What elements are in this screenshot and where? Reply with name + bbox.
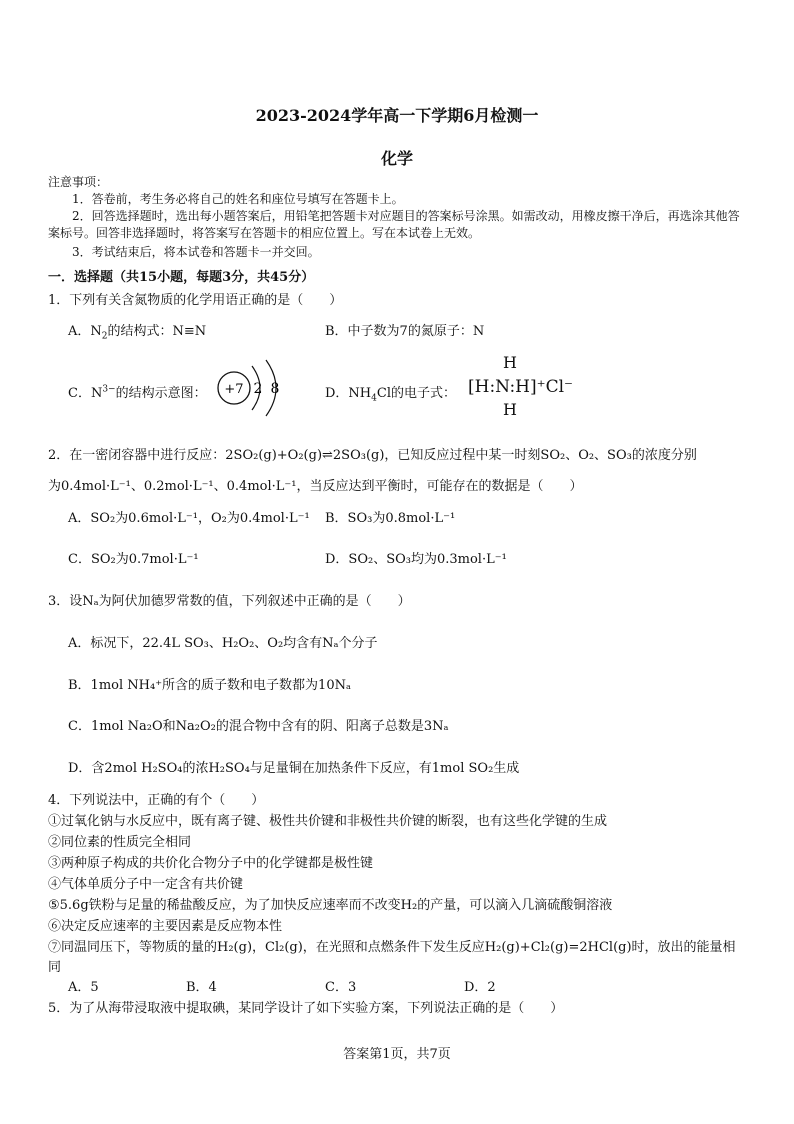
- notice-item-1: 1．答卷前，考生务必将自己的姓名和座位号填写在答题卡上。: [72, 192, 404, 206]
- exam-title: 2023-2024学年高一下学期6月检测一: [255, 106, 539, 125]
- q4-statement-7-cont: 同: [48, 960, 62, 975]
- q5-stem: 5．为了从海带浸取液中提取碘，某同学设计了如下实验方案，下列说法正确的是（ ）: [48, 1001, 564, 1016]
- q2-option-b: B．SO₃为0.8mol·L⁻¹: [325, 511, 456, 526]
- q1-option-a: A．$N_2$的结构式：N≡N: [68, 324, 207, 342]
- q2-stem-line-1: 2．在一密闭容器中进行反应：2SO₂(g)+O₂(g)⇌2SO₃(g)，已知反应过程中某一时刻SO₂、O₂、SO₃的浓度分别: [48, 448, 697, 463]
- q4-statement-2: ②同位素的性质完全相同: [48, 835, 192, 850]
- q3-option-c: C．1mol Na₂O和Na₂O₂的混合物中含有的阴、阳离子总数是3Nₐ: [68, 719, 449, 734]
- q2-option-c: C．SO₂为0.7mol·L⁻¹: [68, 552, 199, 567]
- page-footer: 答案第1页，共7页: [343, 1047, 451, 1062]
- notice-heading: 注意事项：: [48, 175, 109, 189]
- q3-stem: 3．设Nₐ为阿伏加德罗常数的值，下列叙述中正确的是（ ）: [48, 594, 411, 609]
- nitrogen-ion-structure-diagram: [214, 354, 294, 422]
- shell-2-electrons: 8: [270, 381, 280, 397]
- q2-option-a: A．SO₂为0.6mol·L⁻¹，O₂为0.4mol·L⁻¹: [68, 511, 310, 526]
- nucleus-charge: +7: [224, 382, 244, 397]
- q4-statement-4: ④气体单质分子中一定含有共价键: [48, 877, 244, 892]
- shell-1-electrons: 2: [253, 381, 263, 397]
- electron-formula: [H:N:H]⁺Cl⁻: [468, 377, 574, 397]
- notice-item-3: 3．考试结束后，将本试卷和答题卡一并交回。: [72, 245, 320, 259]
- q4-statement-6: ⑥决定反应速率的主要因素是反应物本性: [48, 919, 283, 934]
- q4-stem: 4．下列说法中，正确的有个（ ）: [48, 793, 265, 808]
- q3-option-b: B．1mol NH₄⁺所含的质子数和电子数都为10Nₐ: [68, 678, 351, 693]
- section-heading: 一．选择题（共15小题，每题3分，共45分）: [48, 270, 315, 285]
- q1-option-d: D．$NH_4Cl$的电子式：: [325, 386, 456, 404]
- notice-item-2: 2．回答选择题时，选出每小题答案后，用铅笔把答题卡对应题目的答案标号涂黑。如需改动，用橡皮擦干净后，再选涂其他答案标号。回答非选择题时，将答案写在答题卡的相应位置上。写在本试卷上无效。: [48, 209, 740, 240]
- q4-statement-1: ①过氧化钠与水反应中，既有离子键、极性共价键和非极性共价键的断裂，也有这些化学键的生成: [48, 814, 608, 829]
- q4-option-b: B．4: [186, 980, 217, 995]
- q4-option-c: C．3: [325, 980, 357, 995]
- subject-title: 化学: [380, 149, 413, 168]
- q4-statement-3: ③两种原子构成的共价化合物分子中的化学键都是极性键: [48, 856, 374, 871]
- q2-stem-line-2: 为0.4mol·L⁻¹、0.2mol·L⁻¹、0.4mol·L⁻¹，当反应达到平衡时，可能存在的数据是（ ）: [48, 479, 583, 494]
- q3-option-d: D．含2mol H₂SO₄的浓H₂SO₄与足量铜在加热条件下反应，有1mol SO₂生成: [68, 761, 520, 776]
- q1-option-c: C．$N^{3-}$的结构示意图：: [68, 384, 207, 401]
- electron-formula-top-h: H: [503, 353, 517, 372]
- q4-option-a: A．5: [68, 980, 99, 995]
- q2-option-d: D．SO₂、SO₃均为0.3mol·L⁻¹: [325, 552, 507, 567]
- electron-formula-bottom-h: H: [503, 400, 517, 419]
- q3-option-a: A．标况下，22.4L SO₃、H₂O₂、O₂均含有Nₐ个分子: [68, 636, 378, 651]
- q1-stem: 1．下列有关含氮物质的化学用语正确的是（ ）: [48, 293, 343, 308]
- q4-statement-7: ⑦同温同压下，等物质的量的H₂(g)，Cl₂(g)，在光照和点燃条件下发生反应H₂(g)+Cl₂(g)=2HCl(g)时，放出的能量相: [48, 940, 736, 955]
- q4-statement-5: ⑤5.6g铁粉与足量的稀盐酸反应，为了加快反应速率而不改变H₂的产量，可以滴入几滴硫酸铜溶液: [48, 898, 613, 913]
- q1-option-b: B．中子数为7的氮原子：N: [325, 324, 485, 339]
- q4-option-d: D．2: [464, 980, 496, 995]
